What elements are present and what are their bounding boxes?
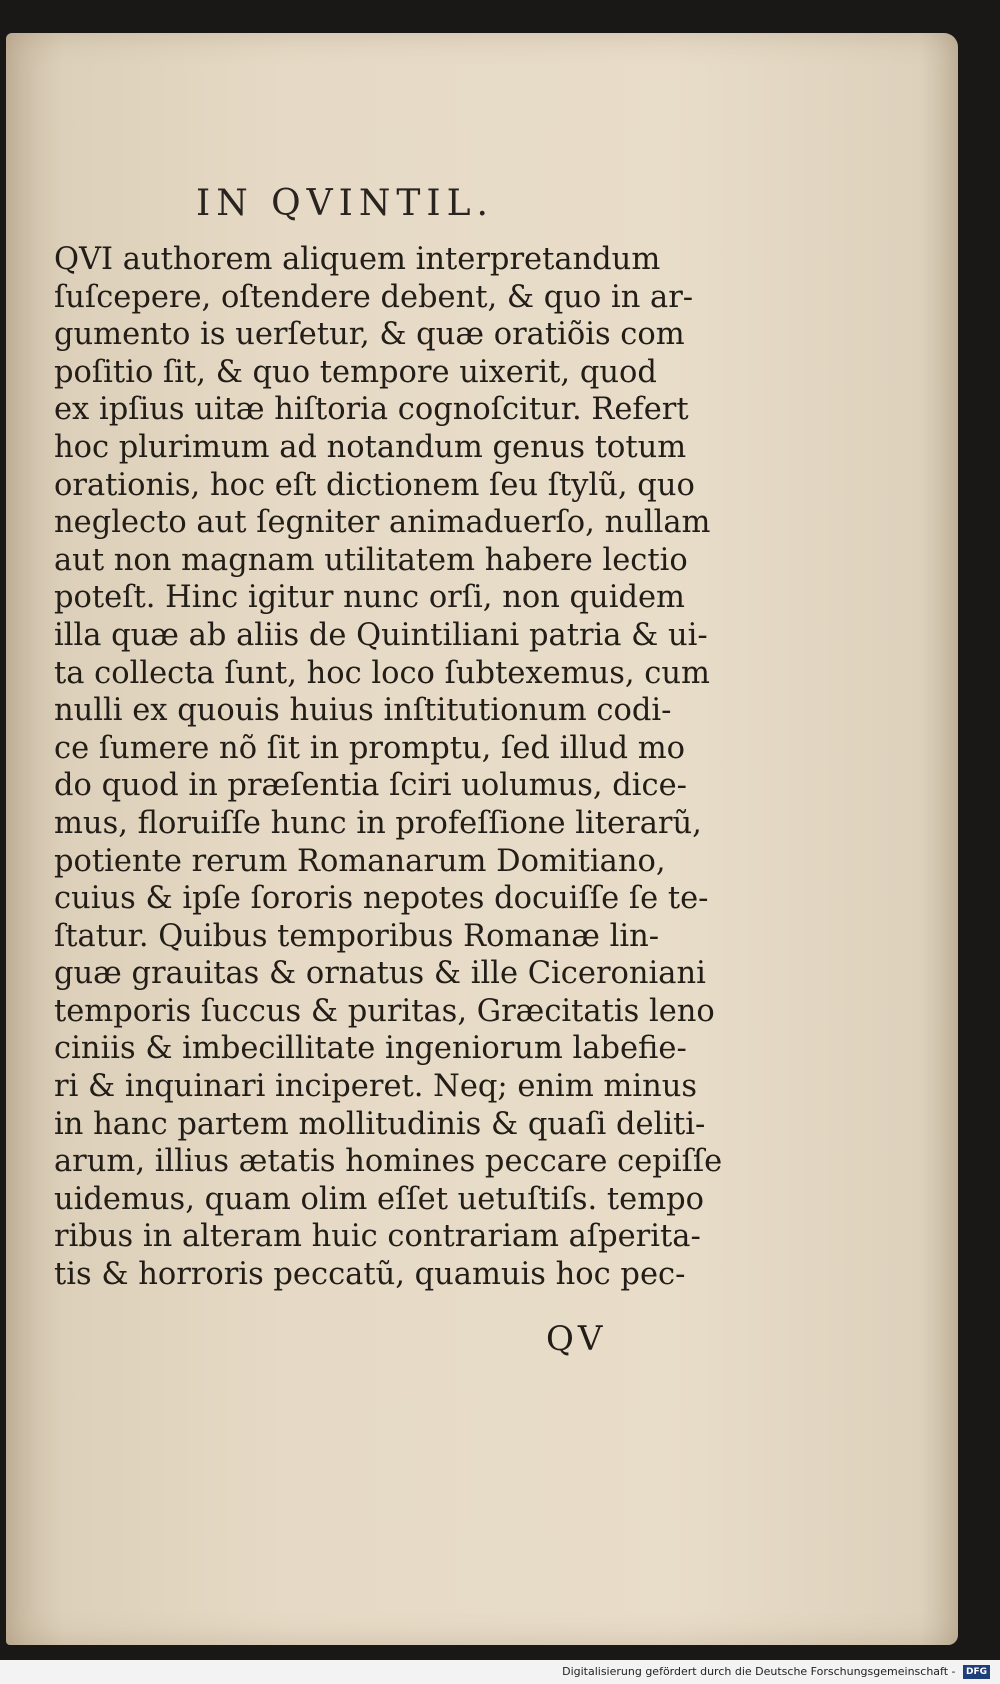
body-text	[54, 241, 723, 1294]
text-line: illa quæ ab aliis de Quintiliani patria & ui-	[54, 617, 708, 653]
text-line: hoc plurimum ad notandum genus totum	[54, 429, 687, 465]
text-line: QVI authorem aliquem interpretandum	[54, 242, 661, 277]
catchword: QV	[546, 1319, 607, 1359]
text-line: temporis ſuccus & puritas, Græcitatis leno	[54, 993, 715, 1029]
dfg-logo: DFG	[963, 1665, 990, 1679]
text-line: ex ipſius uitæ hiſtoria cognoſcitur. Refert	[54, 392, 689, 428]
text-line: ri & inquinari inciperet. Neq; enim minus	[54, 1069, 698, 1105]
text-line: ribus in alteram huic contrariam aſperita-	[54, 1219, 701, 1255]
text-line: ce ſumere nõ ſit in promptu, ſed illud mo	[54, 730, 686, 766]
text-line: ſtatur. Quibus temporibus Romanæ lin-	[54, 918, 660, 954]
footer-credit-bar	[0, 1660, 1000, 1684]
text-line: ciniis & imbecillitate ingeniorum labefie-	[54, 1031, 687, 1067]
footer-credit-text: Digitalisierung gefördert durch die Deutsche Forschungsgemeinschaft -	[562, 1665, 956, 1678]
text-line: mus, floruiſſe hunc in profeſſione literarũ,	[54, 805, 702, 841]
text-line: cuius & ipſe ſororis nepotes docuiſſe ſe te-	[54, 881, 709, 917]
text-line: gumento is uerſetur, & quæ oratiõis com	[54, 317, 685, 353]
text-line: arum, illius ætatis homines peccare cepiſſe	[54, 1144, 723, 1180]
text-line: nulli ex quouis huius inſtitutionum codi-	[54, 693, 672, 729]
text-line: potiente rerum Romanarum Domitiano,	[54, 843, 666, 879]
text-line: poteſt. Hinc igitur nunc orſi, non quidem	[54, 580, 685, 616]
text-line: in hanc partem mollitudinis & quaſi deliti-	[54, 1106, 706, 1142]
text-line: tis & horroris peccatũ, quamuis hoc pec-	[54, 1257, 686, 1293]
text-line: guæ grauitas & ornatus & ille Ciceroniani	[54, 956, 706, 992]
text-line: ſuſcepere, oſtendere debent, & quo in ar-	[54, 279, 694, 315]
running-head: IN QVINTIL.	[196, 183, 494, 224]
paper-page	[6, 33, 958, 1645]
text-line: neglecto aut ſegniter animaduerſo, nullam	[54, 505, 711, 541]
text-line: poſitio ſit, & quo tempore uixerit, quod	[54, 354, 657, 390]
text-line: aut non magnam utilitatem habere lectio	[54, 542, 688, 578]
text-line: ta collecta ſunt, hoc loco ſubtexemus, cum	[54, 655, 710, 691]
text-line: uidemus, quam olim eſſet uetuſtiſs. tempo	[54, 1181, 705, 1217]
text-line: orationis, hoc eſt dictionem ſeu ſtylũ, quo	[54, 467, 695, 503]
text-line: do quod in præſentia ſciri uolumus, dice-	[54, 768, 687, 804]
